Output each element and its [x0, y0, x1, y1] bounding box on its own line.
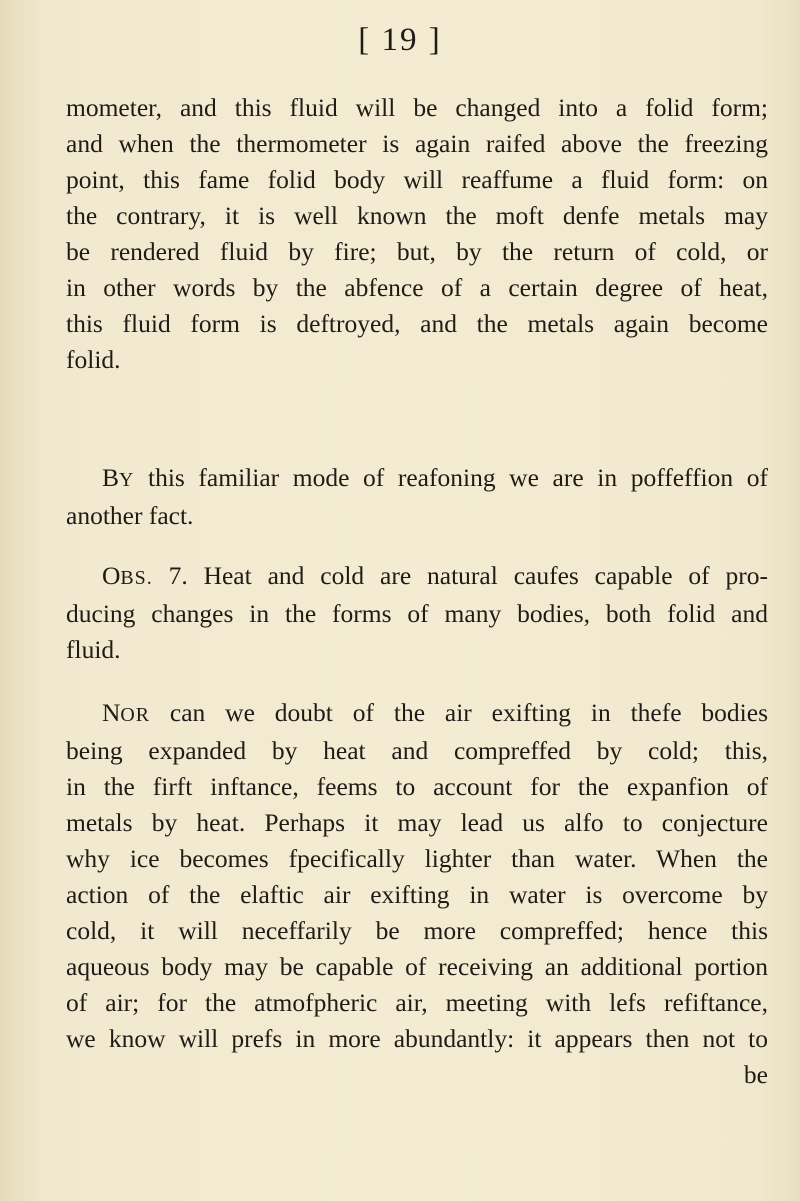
text-line: fluid.: [66, 635, 121, 664]
text-line: [66, 558, 768, 596]
paragraph-2: [66, 460, 768, 534]
text-line: another fact.: [66, 501, 194, 530]
text-line: point, this fame folid body will reaffume a fluid form: on: [66, 165, 768, 194]
text-line: of air; for the atmofpheric air, meeting with lefs refiftance,: [66, 988, 768, 1017]
page-number: [ 19 ]: [358, 22, 442, 58]
text-line: why ice becomes fpecifically lighter than water. When the: [66, 844, 768, 873]
text-line: cold, it will neceffarily be more compreffed; hence this: [66, 916, 768, 945]
lead-smallcaps: Y: [119, 469, 135, 491]
paragraph-3: [66, 558, 768, 668]
text-line: and when the thermometer is again raifed above the freezing: [66, 129, 768, 158]
paragraph-4: [66, 695, 768, 1093]
lead-initial: N: [102, 698, 121, 727]
text-line: metals by heat. Perhaps it may lead us alfo to conjecture: [66, 808, 768, 837]
text-line: mometer, and this fluid will be changed into a folid form;: [66, 93, 768, 122]
lead-smallcaps: OR: [120, 704, 151, 726]
text-line: in other words by the abfence of a certain degree of heat,: [66, 273, 768, 302]
line-text: can we doubt of the air exifting in thefe bodies: [150, 698, 768, 727]
paragraph-1: [66, 90, 768, 378]
lead-initial: B: [102, 463, 120, 492]
text-line: we know will prefs in more abundantly: it appears then not to: [66, 1024, 768, 1053]
text-line: [66, 460, 768, 498]
text-line: be rendered fluid by fire; but, by the return of cold, or: [66, 237, 768, 266]
text-line: this fluid form is deftroyed, and the metals again become: [66, 309, 768, 338]
text-line: being expanded by heat and compreffed by cold; this,: [66, 736, 768, 765]
lead-initial: O: [102, 561, 121, 590]
text-line: [66, 695, 768, 733]
text-line: the contrary, it is well known the moft denfe metals may: [66, 201, 768, 230]
text-line: in the firft inftance, feems to account for the expanfion of: [66, 772, 768, 801]
text-line: folid.: [66, 345, 121, 374]
text-line: ducing changes in the forms of many bodies, both folid and: [66, 599, 768, 628]
text-line: action of the elaftic air exifting in water is overcome by: [66, 880, 768, 909]
catchword: be: [743, 1060, 768, 1089]
line-text: this familiar mode of reafoning we are in poffeffion of: [134, 463, 768, 492]
line-text: 7. Heat and cold are natural caufes capable of pro-: [152, 561, 768, 590]
text-line: aqueous body may be capable of receiving an additional portion: [66, 952, 768, 981]
lead-smallcaps: BS.: [120, 567, 153, 589]
